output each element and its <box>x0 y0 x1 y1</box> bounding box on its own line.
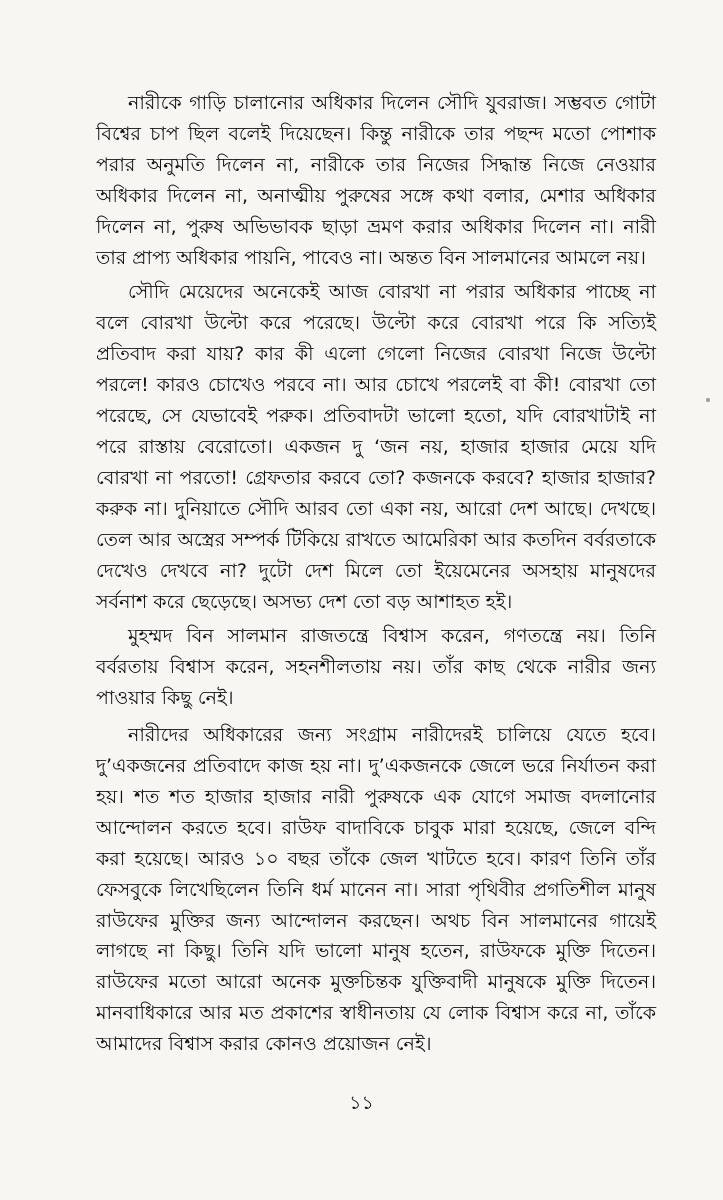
paragraph-3: মুহম্মদ বিন সালমান রাজতন্ত্রে বিশ্বাস করেন, গণতন্ত্রে নয়। তিনি বর্বরতায় বিশ্বাস করেন, সহনশীলতায় নয়। তাঁর কাছ থেকে নারীর জন্য পাওয়ার কিছু নেই। <box>96 625 656 710</box>
page-number: ১১ <box>349 1092 374 1114</box>
scan-speck <box>706 398 710 402</box>
paragraph-4: নারীদের অধিকারের জন্য সংগ্রাম নারীদেরই চালিয়ে যেতে হবে। দু’একজনের প্রতিবাদে কাজ হয় না। দু’একজনকে জেলে ভরে নির্যাতন করা হয়। শত শত হাজার হাজার নারী পুরুষকে এক যোগে সমাজ বদলানোর আন্দোলন করতে হবে। রাউফ বাদাবিকে চাবুক মারা হয়েছে, জেলে বন্দি করা হয়েছে। আরও ১০ বছর তাঁকে জেল খাটতে হবে। কারণ তিনি তাঁর ফেসবুকে লিখেছিলেন তিনি ধর্ম মানেন না। সারা পৃথিবীর প্রগতিশীল মানুষ রাউফের মুক্তির জন্য আন্দোলন করছেন। অথচ বিন সালমানের গায়েই লাগছে না কিছু। তিনি যদি ভালো মানুষ হতেন, রাউফকে মুক্তি দিতেন। রাউফের মতো আরো অনেক মুক্তচিন্তক যুক্তিবাদী মানুষকে মুক্তি দিতেন। মানবাধিকারে আর মত প্রকাশের স্বাধীনতায় যে লোক বিশ্বাস করে না, তাঁকে আমাদের বিশ্বাস করার কোনও প্রয়োজন নেই। <box>96 724 656 1056</box>
page-body <box>96 88 656 1060</box>
paragraph-1: নারীকে গাড়ি চালানোর অধিকার দিলেন সৌদি যুবরাজ। সম্ভবত গোটা বিশ্বের চাপ ছিল বলেই দিয়েছেন। কিন্তু নারীকে তার পছন্দ মতো পোশাক পরার অনুমতি দিলেন না, নারীকে তার নিজের সিদ্ধান্ত নিজে নেওয়ার অধিকার দিলেন না, অনাত্মীয় পুরুষের সঙ্গে কথা বলার, মেশার অধিকার দিলেন না, পুরুষ অভিভাবক ছাড়া ভ্রমণ করার অধিকার দিলেন না। নারী তার প্রাপ্য অধিকার পায়নি, পাবেও না। অন্তত বিন সালমানের আমলে নয়। <box>96 92 656 269</box>
paragraph-2: সৌদি মেয়েদের অনেকেই আজ বোরখা না পরার অধিকার পাচ্ছে না বলে বোরখা উল্টো করে পরেছে। উল্টো করে বোরখা পরে কি সত্যিই প্রতিবাদ করা যায়? কার কী এলো গেলো নিজের বোরখা নিজে উল্টো পরলে! কারও চোখেও পরবে না। আর চোখে পরলেই বা কী! বোরখা তো পরেছে, সে যেভাবেই পরুক। প্রতিবাদটা ভালো হতো, যদি বোরখাটাই না পরে রাস্তায় বেরোতো। একজন দু ‘জন নয়, হাজার হাজার মেয়ে যদি বোরখা না পরতো! গ্রেফতার করবে তো? কজনকে করবে? হাজার হাজার? করুক না। দুনিয়াতে সৌদি আরব তো একা নয়, আরো দেশ আছে। দেখছে। তেল আর অস্ত্রের সম্পর্ক টিকিয়ে রাখতে আমেরিকা আর কতদিন বর্বরতাকে দেখেও দেখবে না? দুটো দেশ মিলে তো ইয়েমেনের অসহায় মানুষদের সর্বনাশ করে ছেড়েছে। অসভ্য দেশ তো বড় আশাহত হই। <box>96 281 656 613</box>
